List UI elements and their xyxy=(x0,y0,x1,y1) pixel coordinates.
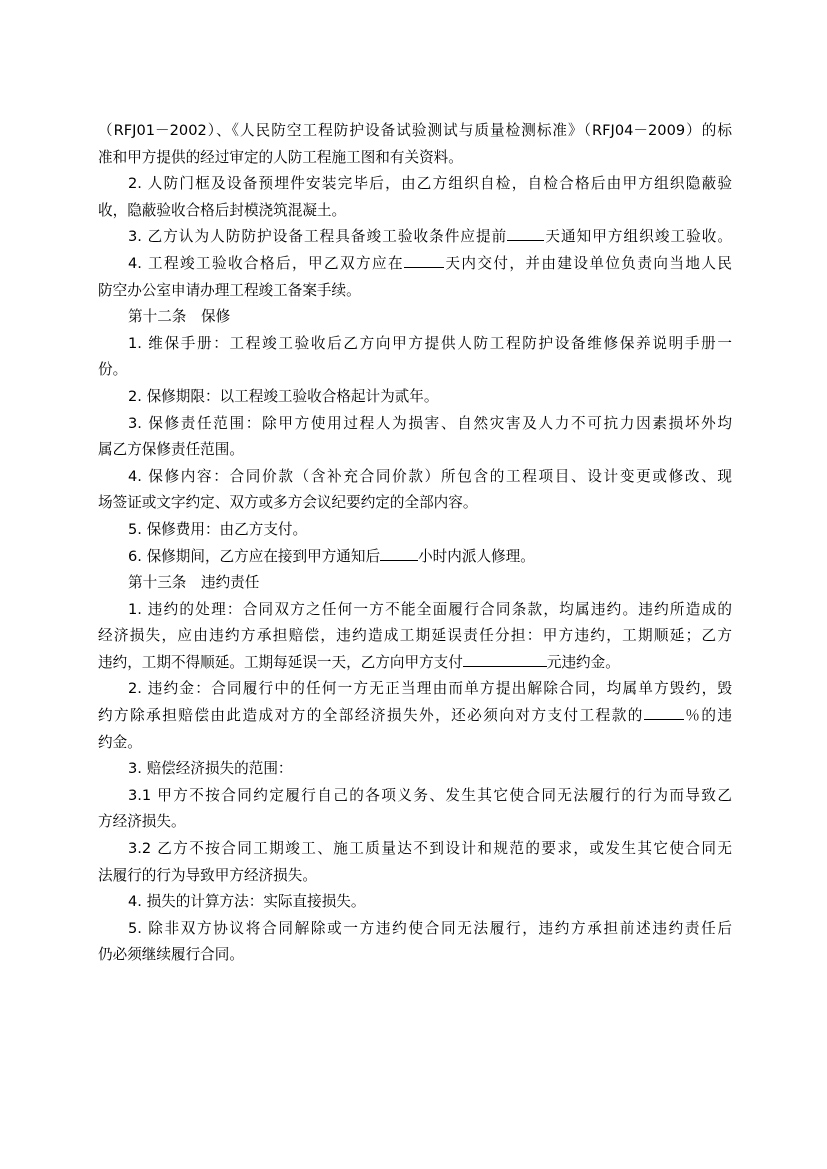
text-line: 2. 保修期限：以工程竣工验收合格起计为贰年。 xyxy=(128,387,439,405)
fill-in-blank[interactable] xyxy=(463,651,547,667)
text-line: 份。 xyxy=(98,361,128,379)
text-segment: 3. 乙方认为人防防护设备工程具备竣工验收条件应提前 xyxy=(128,228,508,246)
text-line: 第十三条 违约责任 xyxy=(128,574,260,592)
fill-in-blank[interactable] xyxy=(507,226,544,242)
text-line: 方经济损失。 xyxy=(98,813,186,831)
text-line: 2. 人防门框及设备预埋件安装完毕后，由乙方组织自检，自检合格后由甲方组织隐蔽验 xyxy=(128,175,732,193)
text-line: 2. 违约金：合同履行中的任何一方无正当理由而单方提出解除合同，均属单方毁约，毁 xyxy=(128,680,732,698)
text-line: 1. 维保手册：工程竣工验收后乙方向甲方提供人防工程防护设备维修保养说明手册一 xyxy=(128,334,732,352)
text-segment: 元违约金。 xyxy=(546,653,620,671)
text-segment: 6. 保修期间，乙方应在接到甲方通知后 xyxy=(128,547,381,565)
text-line: 5. 保修费用：由乙方支付。 xyxy=(128,520,308,538)
text-line: 防空办公室申请办理工程竣工备案手续。 xyxy=(98,281,361,299)
text-line: 仍必须继续履行合同。 xyxy=(98,946,244,964)
contract-text xyxy=(98,118,732,969)
text-line: 收，隐蔽验收合格后封模浇筑混凝土。 xyxy=(98,201,347,219)
text-line: 1. 违约的处理：合同双方之任何一方不能全面履行合同条款，均属违约。违约所造成的 xyxy=(128,600,732,618)
text-segment: 约方除承担赔偿由此造成对方的全部经济损失外，还必须向对方支付工程款的 xyxy=(98,707,644,725)
text-line xyxy=(98,544,732,571)
text-line xyxy=(98,224,732,251)
text-segment: 4. 工程竣工验收合格后，甲乙双方应在 xyxy=(128,254,404,272)
fill-in-blank[interactable] xyxy=(404,252,444,268)
text-line: 4. 损失的计算方法：实际直接损失。 xyxy=(128,893,366,911)
fill-in-blank[interactable] xyxy=(380,545,418,561)
text-line: 3.1 甲方不按合同约定履行自己的各项义务、发生其它使合同无法履行的行为而导致乙 xyxy=(128,786,732,804)
text-segment: ％的违 xyxy=(683,707,732,725)
text-line: 3. 保修责任范围：除甲方使用过程人为损害、自然灾害及人力不可抗力因素损坏外均 xyxy=(128,414,732,432)
text-line xyxy=(98,650,732,677)
text-line: 经济损失，应由违约方承担赔偿，违约造成工期延误责任分担：甲方违约，工期顺延；乙方 xyxy=(98,627,732,645)
text-segment: 天内交付，并由建设单位负责向当地人民 xyxy=(443,254,732,272)
text-line: 法履行的行为导致甲方经济损失。 xyxy=(98,866,317,884)
text-line xyxy=(98,703,732,730)
text-segment: 小时内派人修理。 xyxy=(418,547,535,565)
text-line: 第十二条 保修 xyxy=(128,308,231,326)
text-line: 约金。 xyxy=(98,733,142,751)
text-line: 属乙方保修责任范围。 xyxy=(98,441,244,459)
text-line: 4. 保修内容：合同价款（含补充合同价款）所包含的工程项目、设计变更或修改、现 xyxy=(128,467,732,485)
text-line: （RFJ01－2002）、《人民防空工程防护设备试验测试与质量检测标准》（RFJ04－2009）的标 xyxy=(98,122,732,139)
fill-in-blank[interactable] xyxy=(644,704,684,720)
text-line: 3.2 乙方不按合同工期竣工、施工质量达不到设计和规范的要求，或发生其它使合同无 xyxy=(128,840,732,858)
text-line: 5. 除非双方协议将合同解除或一方违约使合同无法履行，违约方承担前述违约责任后 xyxy=(128,919,732,937)
text-line xyxy=(98,251,732,278)
text-line: 3. 赔偿经济损失的范围： xyxy=(128,760,293,778)
text-segment: 天通知甲方组织竣工验收。 xyxy=(544,228,732,246)
text-line: 准和甲方提供的经过审定的人防工程施工图和有关资料。 xyxy=(98,148,463,166)
text-line: 场签证或文字约定、双方或多方会议纪要约定的全部内容。 xyxy=(98,494,478,512)
text-segment: 违约，工期不得顺延。工期每延误一天，乙方向甲方支付 xyxy=(98,653,463,671)
